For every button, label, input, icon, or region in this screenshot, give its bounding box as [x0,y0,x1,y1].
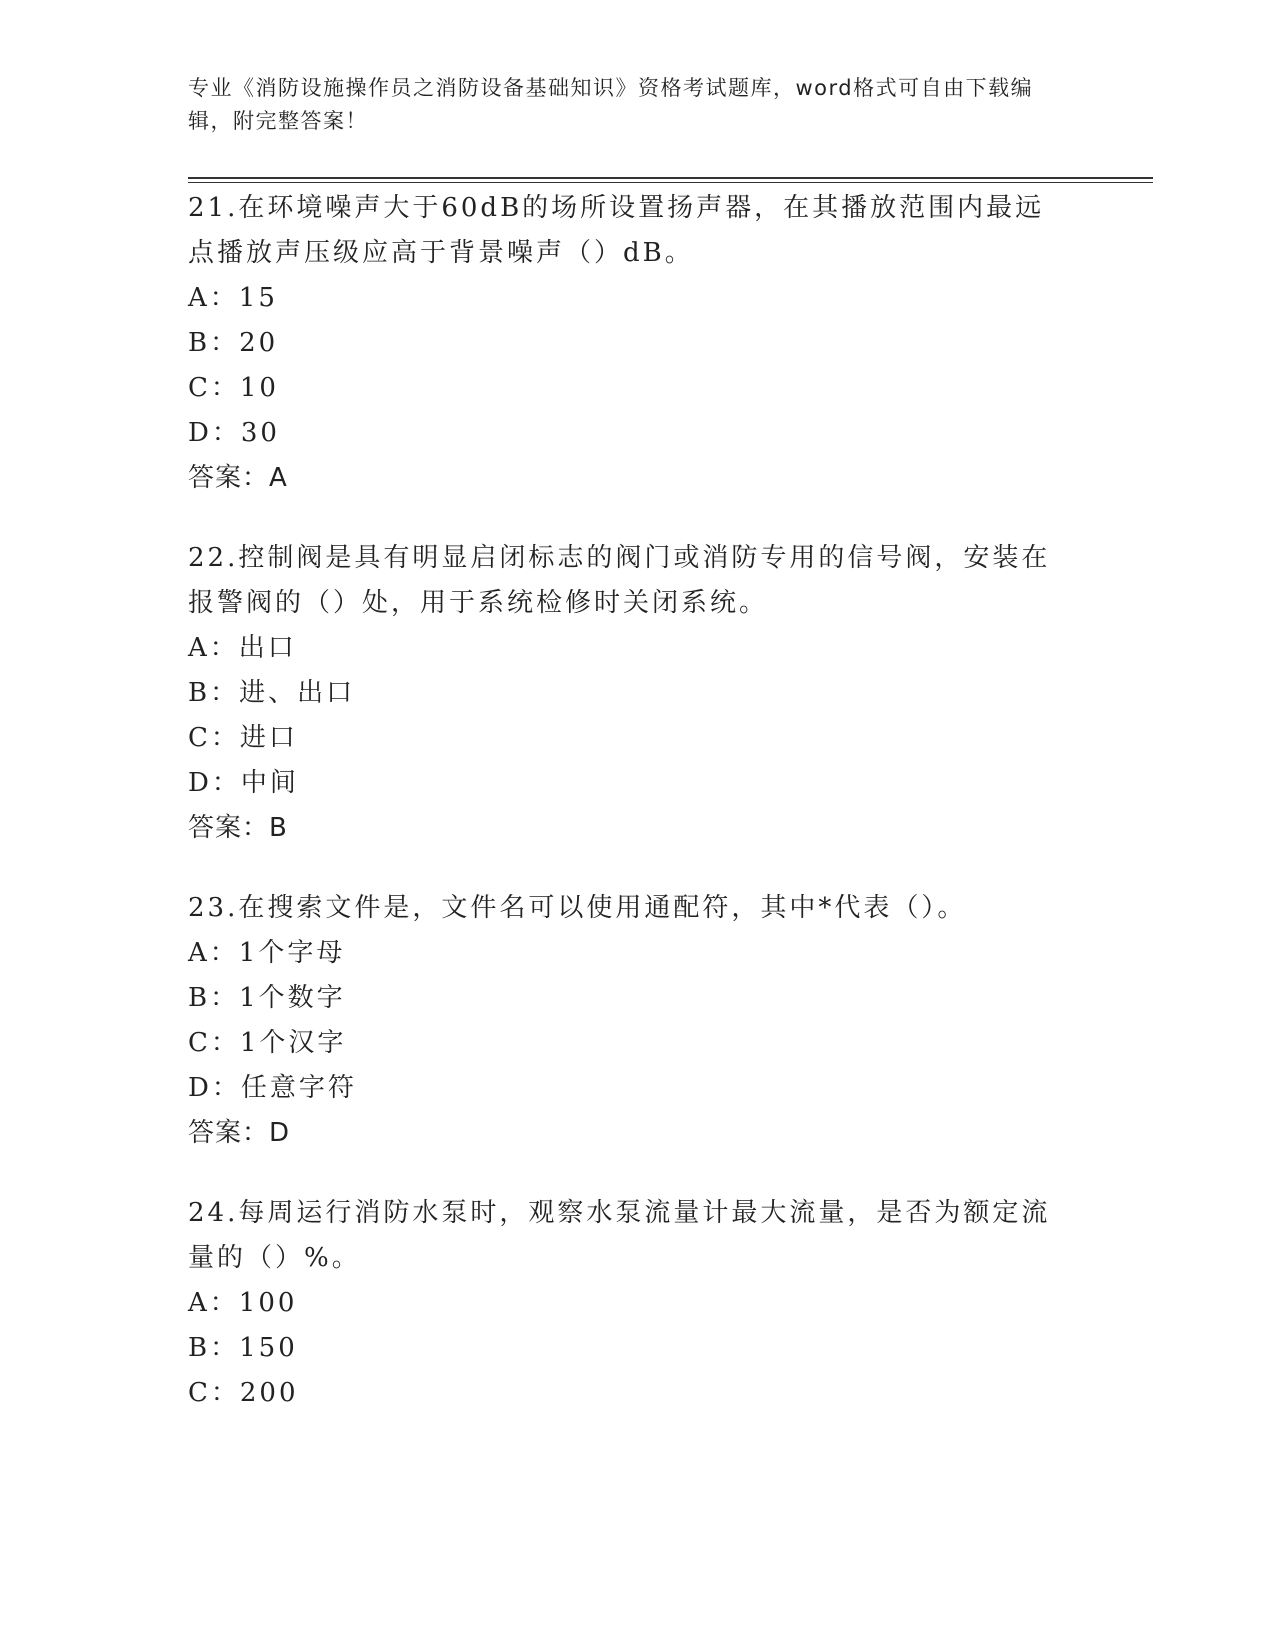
question-stem: 22.控制阀是具有明显启闭标志的阀门或消防专用的信号阀，安装在报警阀的（）处，用于系统检修时关闭系统。 [188,543,1051,618]
question-22 [188,536,1153,851]
option-a: A：100 [188,1288,298,1318]
option-c: C：进口 [188,723,298,753]
answer-line: 答案：A [188,463,288,493]
question-21 [188,186,1153,501]
option-b: B：进、出口 [188,678,356,708]
question-stem: 23.在搜索文件是，文件名可以使用通配符，其中*代表（）。 [188,893,967,923]
question-list [188,186,1153,1451]
header-divider-thin [188,182,1153,183]
question-stem: 21.在环境噪声大于60dB的场所设置扬声器，在其播放范围内最远点播放声压级应高于背景噪声（）dB。 [188,193,1045,268]
option-a: A：1个字母 [188,938,346,968]
option-c: C：200 [188,1378,299,1408]
option-b: B：150 [188,1333,298,1363]
option-d: D：中间 [188,768,299,798]
option-b: B：1个数字 [188,983,346,1013]
option-c: C：1个汉字 [188,1028,347,1058]
option-a: A：15 [188,283,278,313]
option-d: D：任意字符 [188,1073,357,1103]
option-d: D：30 [188,418,280,448]
header-divider-thick [188,177,1153,179]
answer-line: 答案：B [188,813,288,843]
question-24 [188,1191,1153,1416]
document-header: 专业《消防设施操作员之消防设备基础知识》资格考试题库，word格式可自由下载编辑，附完整答案！ [188,76,1034,133]
option-c: C：10 [188,373,279,403]
answer-line: 答案：D [188,1118,291,1148]
question-stem: 24.每周运行消防水泵时，观察水泵流量计最大流量，是否为额定流量的（）%。 [188,1198,1051,1273]
option-a: A：出口 [188,633,297,663]
option-b: B：20 [188,328,279,358]
question-23 [188,886,1153,1156]
